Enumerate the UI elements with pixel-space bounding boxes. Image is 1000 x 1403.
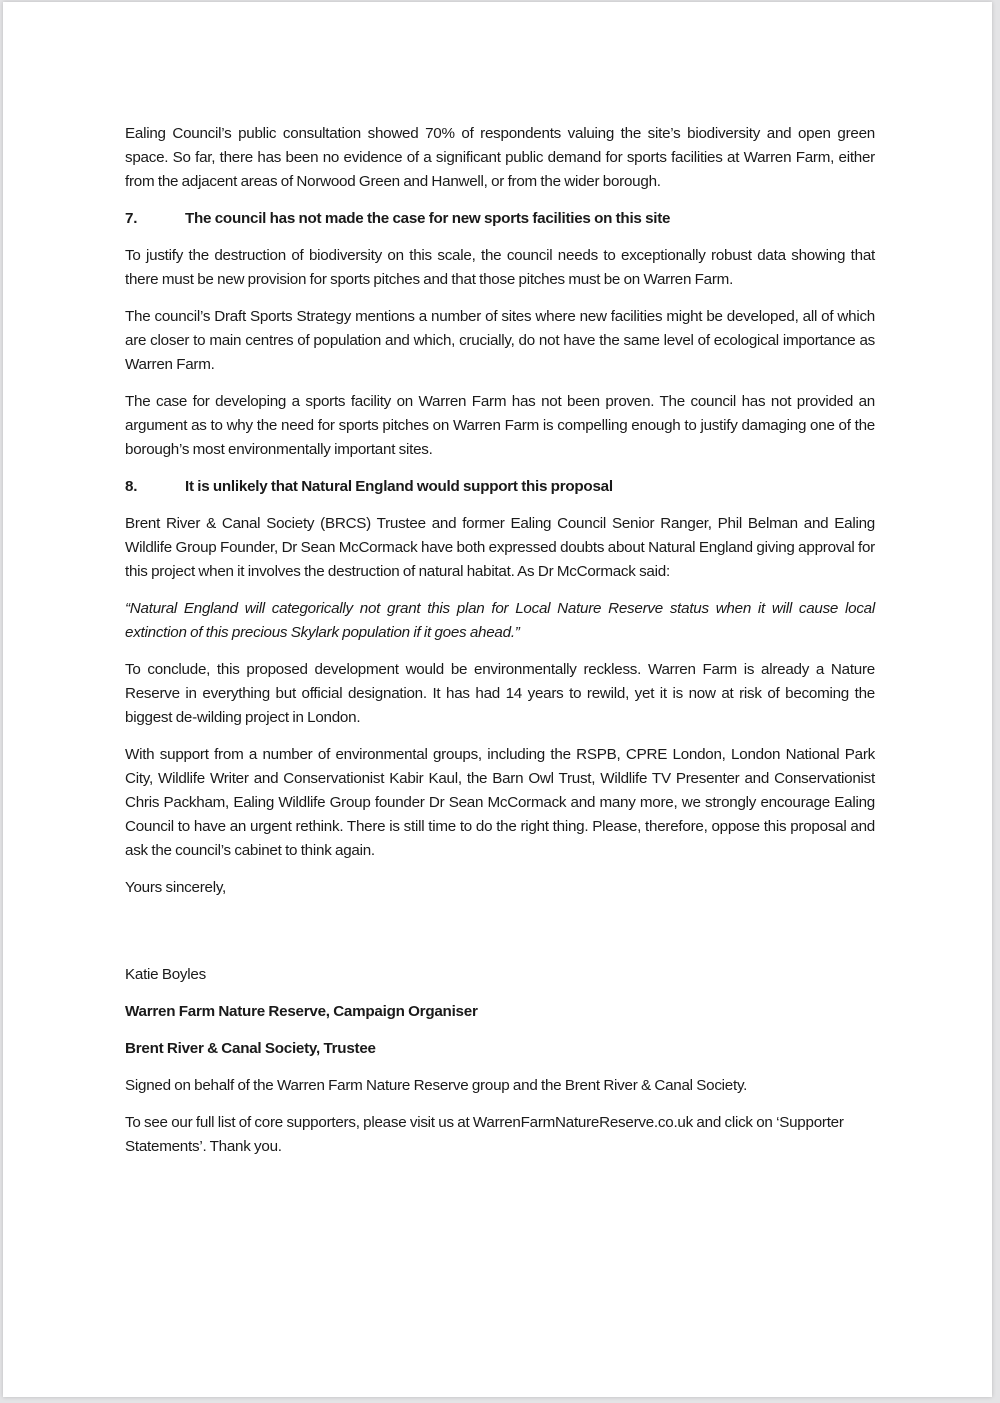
signatory-name: Katie Boyles: [125, 966, 206, 983]
signature-space: [125, 913, 875, 963]
signatory-role-2: Brent River & Canal Society, Trustee: [125, 1040, 376, 1057]
letter-body: [125, 122, 875, 1172]
section-7-paragraph: To justify the destruction of biodiversity on this scale, the council needs to exceptionally robust data showing that there must be new provision for sports pitches and that those pitches must be on Warren Farm.: [125, 247, 875, 288]
closing-salutation: Yours sincerely,: [125, 879, 227, 896]
signatory-role-1: Warren Farm Nature Reserve, Campaign Organiser: [125, 1003, 478, 1020]
document-page: [3, 2, 992, 1397]
section-8-paragraph: Brent River & Canal Society (BRCS) Trustee and former Ealing Council Senior Ranger, Phil Belman and Ealing Wildlife Group Founder, Dr Sean McCormack have both expressed doubts about Natural England giving approval for this project when it involves the destruction of natural habitat. As Dr McCormack said:: [125, 515, 875, 580]
section-number: 8.: [125, 478, 138, 495]
section-8-heading: [125, 475, 875, 499]
supporters-footer-note: To see our full list of core supporters, please visit us at WarrenFarmNatureReserve.co.uk and click on ‘Supporter Statements’. Thank you.: [125, 1114, 844, 1155]
section-number: 7.: [125, 210, 138, 227]
section-7-paragraph: The council’s Draft Sports Strategy mentions a number of sites where new facilities might be developed, all of which are closer to main centres of population and which, crucially, do not have the same level of ecological importance as Warren Farm.: [125, 308, 875, 373]
intro-paragraph: Ealing Council’s public consultation showed 70% of respondents valuing the site’s biodiversity and open green space. So far, there has been no evidence of a significant public demand for sports facilities at Warren Farm, either from the adjacent areas of Norwood Green and Hanwell, or from the wider borough.: [125, 125, 875, 190]
conclusion-paragraph: With support from a number of environmental groups, including the RSPB, CPRE London, London National Park City, Wildlife Writer and Conservationist Kabir Kaul, the Barn Owl Trust, Wildlife TV Presenter and Conservationist Chris Packham, Ealing Wildlife Group founder Dr Sean McCormack and many more, we strongly encourage Ealing Council to have an urgent rethink. There is still time to do the right thing. Please, therefore, oppose this proposal and ask the council’s cabinet to think again.: [125, 746, 875, 859]
section-7-heading: [125, 207, 875, 231]
mccormack-quote: “Natural England will categorically not grant this plan for Local Nature Reserve status when it will cause local extinction of this precious Skylark population if it goes ahead.”: [125, 600, 875, 641]
section-title: The council has not made the case for new sports facilities on this site: [185, 210, 671, 227]
conclusion-paragraph: To conclude, this proposed development would be environmentally reckless. Warren Farm is already a Nature Reserve in everything but official designation. It has had 14 years to rewild, yet it is now at risk of becoming the biggest de-wilding project in London.: [125, 661, 875, 726]
signed-on-behalf-note: Signed on behalf of the Warren Farm Nature Reserve group and the Brent River & Canal Society.: [125, 1077, 748, 1094]
section-title: It is unlikely that Natural England would support this proposal: [185, 478, 613, 495]
section-7-paragraph: The case for developing a sports facility on Warren Farm has not been proven. The council has not provided an argument as to why the need for sports pitches on Warren Farm is compelling enough to justify damaging one of the borough’s most environmentally important sites.: [125, 393, 875, 458]
